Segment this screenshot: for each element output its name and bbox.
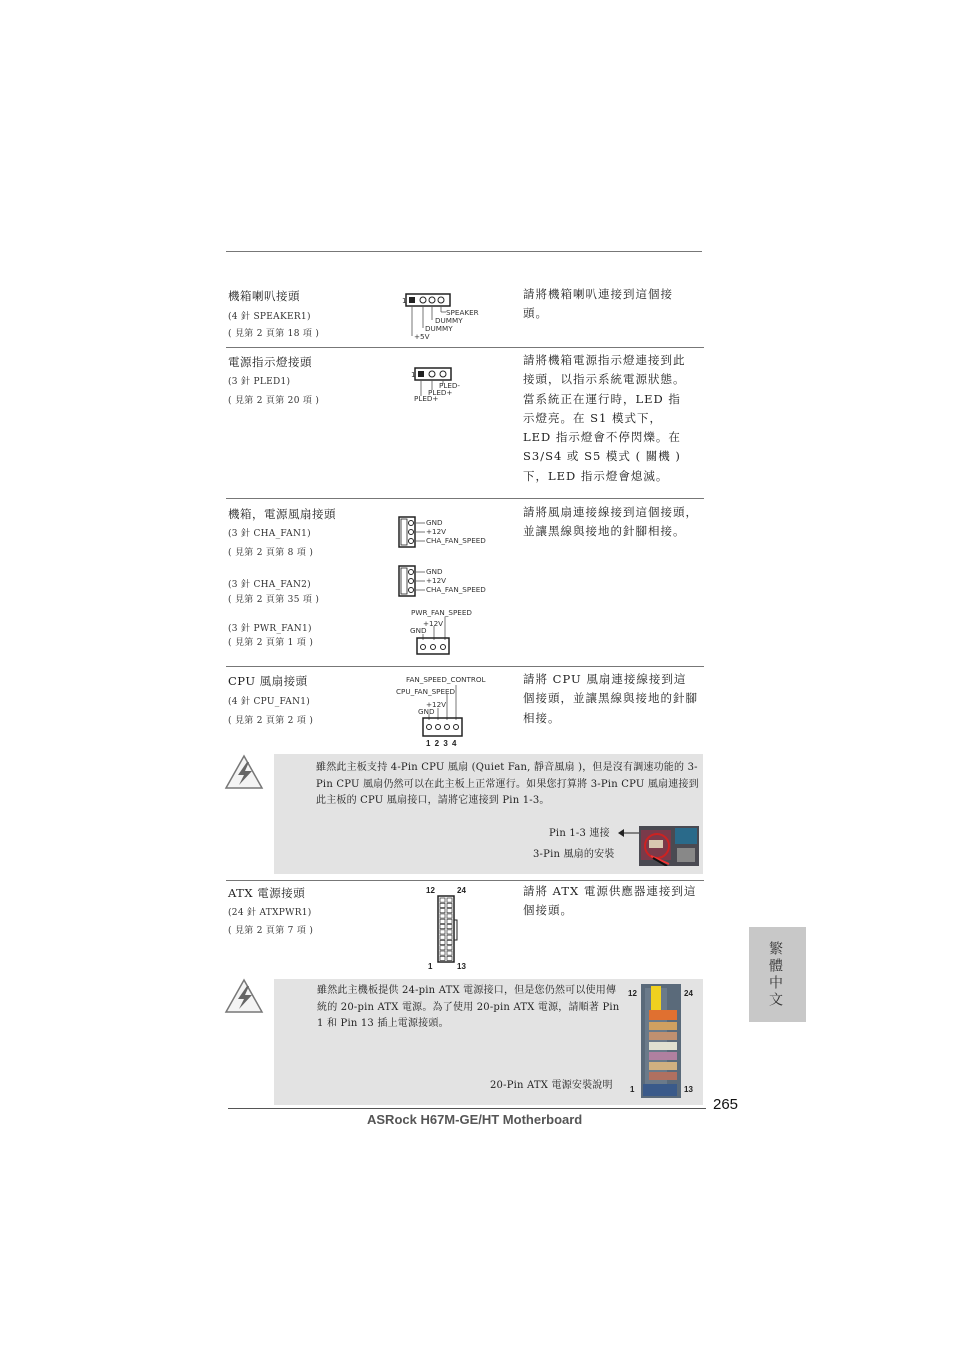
- chafan1-header-diagram: [397, 516, 427, 550]
- note1-text: 雖然此主板支持 4-Pin CPU 風扇 (Quiet Fan, 靜音風扇 )，但是沒有調速功能的 3-Pin CPU 風扇仍然可以在此主板上正常運行。如果您打算將 3-Pin CPU 風扇連接到此主板的 CPU 風扇接口，請將它連接到 Pin 1-3。: [316, 762, 699, 806]
- speaker-title: 機箱喇叭接頭: [228, 289, 300, 303]
- footer-text: ASRock H67M-GE/HT Motherboard: [367, 1112, 583, 1127]
- chafan-title: 機箱，電源風扇接頭: [228, 507, 336, 521]
- speaker-label: SPEAKER: [446, 308, 479, 317]
- language-side-tab: [749, 927, 806, 1022]
- chafan1-gnd-label: GND: [426, 518, 443, 527]
- chafan1-ref: ( 見第 2 頁第 8 項 ): [228, 548, 314, 558]
- atx-pin-cell: [447, 909, 452, 913]
- cpufan-pins: (4 針 CPU_FAN1): [228, 697, 311, 707]
- cpufan-desc: 請將 CPU 風扇連接線接到這個接頭，並讓黑線與接地的針腳相接。: [523, 672, 698, 725]
- atx-install-photo: [641, 984, 681, 1098]
- chafan2-pins: (3 針 CHA_FAN2): [228, 580, 311, 590]
- arrow-icon: [618, 827, 640, 839]
- cpufan-ctrl-label: FAN_SPEED_CONTROL: [406, 675, 486, 684]
- pled-plus-label-2: PLED+: [414, 394, 439, 403]
- atx-pin-cell: [440, 919, 445, 923]
- pled-ref: ( 見第 2 頁第 20 項 ): [228, 396, 320, 406]
- chafan1-pins: (3 針 CHA_FAN1): [228, 529, 311, 539]
- atx-pin-cell: [440, 925, 445, 929]
- top-rule: [226, 251, 702, 252]
- cpufan-title: CPU 風扇接頭: [228, 674, 308, 688]
- atx-pin-cell: [440, 930, 445, 934]
- cpufan-header-diagram: [421, 684, 467, 740]
- pled-plus-label-1: PLED+: [428, 388, 453, 397]
- chafan-desc: 請將風扇連接線接到這個接頭，並讓黑線與接地的針腳相接。: [523, 505, 698, 539]
- pled-pins: (3 針 PLED1): [228, 377, 291, 387]
- note2-n24: 24: [684, 989, 693, 998]
- warning-icon-2: [224, 977, 268, 1017]
- divider-1: [226, 347, 704, 348]
- atx-pin-cell: [447, 930, 452, 934]
- chafan2-header-diagram: [397, 565, 427, 599]
- atx-n1: 1: [428, 962, 433, 971]
- atx-pin-cell: [440, 903, 445, 907]
- atx-pin-cell: [447, 919, 452, 923]
- atx-install-label: 20-Pin ATX 電源安裝說明: [490, 1080, 613, 1091]
- atx-pin-cell: [440, 956, 445, 960]
- atx-pin-cell: [440, 935, 445, 939]
- pled-title: 電源指示燈接頭: [228, 355, 312, 369]
- atx-pin-cell: [440, 909, 445, 913]
- atx-pin-cell: [447, 914, 452, 918]
- bottom-rule: [228, 1108, 706, 1109]
- atx-pin-cell: [447, 940, 452, 944]
- chafan2-ref: ( 見第 2 頁第 35 項 ): [228, 595, 320, 605]
- note2-n12: 12: [628, 989, 637, 998]
- pwrfan-gnd-label: GND: [410, 626, 427, 635]
- chafan1-12v-label: +12V: [426, 527, 447, 536]
- pled-pin1: 1: [411, 370, 416, 379]
- atx-pin-cell: [447, 898, 452, 902]
- atx-desc: 請將 ATX 電源供應器連接到這個接頭。: [523, 884, 697, 918]
- language-tab-label: 繁體中文: [767, 941, 783, 1009]
- fan-install-label: 3-Pin 風扇的安裝: [533, 849, 615, 860]
- atx-pin-cell: [447, 946, 452, 950]
- note2-n13: 13: [684, 1085, 693, 1094]
- pled-desc: 請將機箱電源指示燈連接到此接頭，以指示系統電源狀態。當系統正在運行時，LED 指示燈亮。在 S1 模式下，LED 指示燈會不停閃爍。在 S3/S4 或 S5 模式 ( 關機 ) 下，LED 指示燈會熄滅。: [523, 353, 686, 483]
- warning-icon: [224, 753, 268, 793]
- pin13-label: Pin 1-3 連接: [549, 828, 610, 839]
- atx-ref: ( 見第 2 頁第 7 項 ): [228, 926, 314, 936]
- speaker-pin1: 1: [402, 296, 407, 305]
- cpufan-pin-numbers: 1 2 3 4: [426, 739, 458, 748]
- atx-n13: 13: [457, 962, 466, 971]
- pled-minus-label: PLED-: [439, 381, 461, 390]
- divider-2: [226, 498, 704, 499]
- divider-3: [226, 666, 704, 667]
- atx-n24: 24: [457, 886, 466, 895]
- atx-n12: 12: [426, 886, 435, 895]
- note2-n1: 1: [630, 1085, 635, 1094]
- cpufan-12v-label: +12V: [426, 700, 447, 709]
- pwrfan-pins: (3 針 PWR_FAN1): [228, 624, 312, 634]
- note2-text: 雖然此主機板提供 24-pin ATX 電源接口，但是您仍然可以使用傳統的 20-pin ATX 電源。為了使用 20-pin ATX 電源，請順著 Pin 1 和 Pin 13 插上電源接頭。: [317, 985, 620, 1029]
- atx-pin-cell: [440, 951, 445, 955]
- atx-pin-cell: [447, 925, 452, 929]
- chafan2-speed-label: CHA_FAN_SPEED: [426, 585, 486, 594]
- chafan1-speed-label: CHA_FAN_SPEED: [426, 536, 486, 545]
- v5-label: +5V: [414, 332, 430, 341]
- atx-pin-cell: [440, 940, 445, 944]
- divider-4: [226, 880, 704, 881]
- atx-pin-cell: [440, 898, 445, 902]
- dummy-label-2: DUMMY: [425, 324, 453, 333]
- atx-pin-cell: [447, 935, 452, 939]
- chafan2-12v-label: +12V: [426, 576, 447, 585]
- atx-pin-cell: [440, 914, 445, 918]
- atx-pin-cell: [447, 951, 452, 955]
- cpufan-ref: ( 見第 2 頁第 2 項 ): [228, 716, 314, 726]
- speaker-ref: ( 見第 2 頁第 18 項 ): [228, 329, 320, 339]
- pwrfan-header-diagram: [416, 616, 450, 656]
- fan-install-photo: [639, 826, 699, 866]
- atx-pin-cell: [447, 956, 452, 960]
- atx-title: ATX 電源接頭: [228, 886, 306, 900]
- atx-pin-cell: [447, 903, 452, 907]
- pwrfan-12v-label: +12V: [423, 619, 444, 628]
- cpufan-gnd-label: GND: [418, 707, 435, 716]
- cpufan-speed-label: CPU_FAN_SPEED: [396, 687, 456, 696]
- chafan2-gnd-label: GND: [426, 567, 443, 576]
- dummy-label-1: DUMMY: [435, 316, 463, 325]
- pwrfan-speed-label: PWR_FAN_SPEED: [411, 608, 472, 617]
- speaker-desc: 請將機箱喇叭連接到這個接頭。: [523, 287, 673, 321]
- atx-pins: (24 針 ATXPWR1): [228, 908, 312, 918]
- page-number: 265: [713, 1096, 739, 1113]
- speaker-pins: (4 針 SPEAKER1): [228, 312, 311, 322]
- atx-connector-diagram: [436, 895, 460, 965]
- pwrfan-ref: ( 見第 2 頁第 1 項 ): [228, 638, 314, 648]
- atx-pin-cell: [440, 946, 445, 950]
